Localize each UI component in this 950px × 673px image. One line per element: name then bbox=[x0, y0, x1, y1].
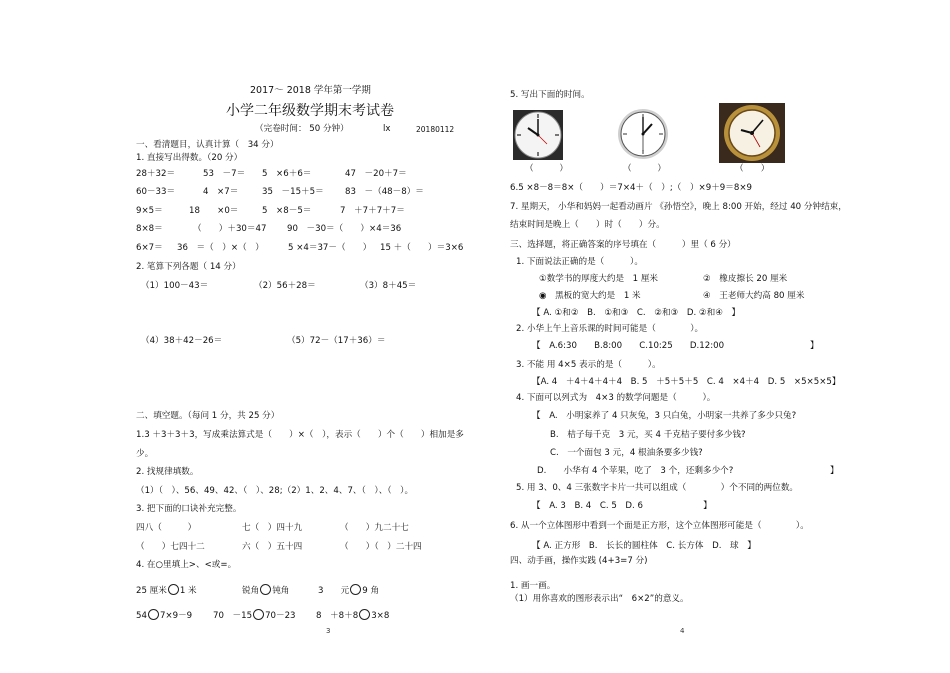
choice3-answers: 【A. 4 ＋4＋4＋4＋4 B. 5 ＋5＋5＋5 C. 4 ×4＋4 D. 5 ×5×5×5】 bbox=[532, 377, 841, 387]
compare-circle[interactable] bbox=[359, 609, 370, 620]
section3-heading: 三、选择题，将正确答案的序号填在（ ）里（ 6 分） bbox=[510, 240, 736, 250]
compare-circle[interactable] bbox=[350, 584, 361, 595]
section2-q3: 3. 把下面的口诀补充完整。 bbox=[136, 504, 242, 514]
choice1-question: 1. 下面说法正确的是（ ）。 bbox=[516, 257, 643, 267]
rhyme-r2-c1: （ ）七四十二 bbox=[136, 542, 205, 552]
section2-q4: 4. 在○里填上>、<或=。 bbox=[136, 560, 237, 570]
calc-r2-c2: 4 ×7＝ bbox=[203, 187, 239, 197]
choice4-opt-b: B. 桔子每千克 3 元，买 4 千克桔子要付多少钱? bbox=[550, 430, 746, 440]
choice1-opt2: ② 橡皮擦长 20 厘米 bbox=[703, 274, 788, 284]
clock-1 bbox=[513, 110, 563, 160]
calc-r5-c2: 36 ＝（ ）×（ ） bbox=[177, 243, 264, 253]
choice3-question: 3. 不能 用 4×5 表示的是（ ）。 bbox=[516, 360, 661, 370]
written-1: （1）100－43＝ bbox=[141, 281, 209, 291]
choice5-answers: 【 A. 3 B. 4 C. 5 D. 6 】 bbox=[532, 501, 712, 511]
calc-r4-c1: 8×8＝ bbox=[136, 224, 163, 234]
semester-line: 2017～ 2018 学年第一学期 bbox=[250, 85, 371, 96]
choice4-question: 4. 下面可以列式为 4×3 的数学问题是（ ）。 bbox=[516, 393, 716, 403]
exam-date: 20180112 bbox=[416, 125, 455, 134]
calc-r5-c1: 6×7＝ bbox=[136, 243, 163, 253]
compare-r2-1 bbox=[136, 609, 192, 622]
calc-r4-c2: （ ）＋30＝47 bbox=[193, 224, 267, 234]
written-2: （2）56＋28＝ bbox=[254, 281, 316, 291]
calc-r1-c3: 5 ×6＋6＝ bbox=[262, 169, 312, 179]
rhyme-r2-c2: 六（ ）五十四 bbox=[242, 542, 303, 552]
compare-left: 锐角 bbox=[242, 586, 260, 596]
compare-circle[interactable] bbox=[148, 609, 159, 620]
choice1-answers: 【 A. ①和② B. ①和③ C. ②和③ D. ②和④ 】 bbox=[532, 308, 741, 318]
choice6-answers: 【 A. 正方形 B. 长长的圆柱体 C. 长方体 D. 球 】 bbox=[532, 541, 756, 551]
choice4-close: 】 bbox=[830, 466, 839, 476]
calc-r4-c3: 90 －30＝（ ）×4＝36 bbox=[287, 224, 402, 234]
q6-text: 6.5 ×8－8＝8×（ ）＝7×4＋（ ）;（ ）×9＋9＝8×9 bbox=[510, 183, 753, 193]
page-number-left: 3 bbox=[326, 627, 331, 635]
calc-r1-c2: 53 －7＝ bbox=[203, 169, 246, 179]
choice4-opt-d: D. 小华有 4 个苹果，吃了 3 个，还剩多少个? bbox=[537, 466, 734, 476]
compare-r1-2 bbox=[242, 584, 289, 597]
right-page bbox=[475, 0, 950, 673]
section4-q1-sub: （1）用你喜欢的图形表示出“ 6×2”的意义。 bbox=[510, 594, 689, 604]
clock-2 bbox=[617, 108, 669, 160]
choice1-opt3: ◉ 黑板的宽大约是 1 米 bbox=[539, 291, 641, 301]
compare-left: 54 bbox=[136, 611, 147, 621]
compare-right: 70－23 bbox=[265, 611, 296, 621]
clock-3-blank[interactable]: （ ） bbox=[735, 164, 770, 174]
q7-line1: 7. 星期天， 小华和妈妈一起看动画片 《孙悟空》，晚上 8:00 开始，经过 40 分钟结束， bbox=[510, 202, 847, 212]
choice4-opt-c: C. 一个面包 3 元，4 根油条要多少钱? bbox=[550, 448, 703, 458]
section2-heading: 二、填空题。（每问 1 分，共 25 分） bbox=[136, 411, 280, 421]
page-number-right: 4 bbox=[680, 627, 685, 635]
section4-heading: 四、动手画，操作实践 (4+3=7 分) bbox=[510, 556, 648, 566]
calc-r1-c1: 28＋32＝ bbox=[136, 169, 176, 179]
calc-r3-c3: 5 ×8－5＝ bbox=[262, 206, 312, 216]
q5-heading: 5. 写出下面的时间。 bbox=[510, 90, 590, 100]
calc-r1-c4: 47 －20＋7＝ bbox=[345, 169, 407, 179]
section2-q2: 2. 找规律填数。 bbox=[136, 467, 199, 477]
calc-r3-c1: 9×5＝ bbox=[136, 206, 163, 216]
calc-r3-c4: 7 ＋7＋7＋7＝ bbox=[340, 206, 405, 216]
clock-3 bbox=[719, 103, 785, 163]
rhyme-r2-c3: （ ）（ ）二十四 bbox=[340, 542, 422, 552]
compare-left: 8 ＋8＋8 bbox=[316, 611, 359, 621]
author: lx bbox=[383, 124, 391, 134]
clock-2-blank[interactable]: （ ） bbox=[623, 164, 666, 174]
section2-q1a: 1.3 ＋3＋3＋3，写成乘法算式是（ ）×（ ），表示（ ）个（ ）相加是多 bbox=[136, 430, 464, 440]
choice1-opt1: ①数学书的厚度大约是 1 厘米 bbox=[539, 274, 659, 284]
compare-right: 钝角 bbox=[272, 586, 290, 596]
choice1-opt4: ④ 王老师大约高 80 厘米 bbox=[703, 291, 805, 301]
compare-circle[interactable] bbox=[260, 584, 271, 595]
written-4: （4）38＋42－26＝ bbox=[141, 336, 223, 346]
q7-line2: 结束时间是晚上（ ）时（ ）分。 bbox=[510, 220, 665, 230]
choice4-opt-a: 【 A. 小明家养了 4 只灰兔，3 只白兔，小明家一共养了多少只兔? bbox=[532, 411, 797, 421]
compare-r2-3 bbox=[316, 609, 389, 622]
calc-r5-c4: 15 ＋（ ）＝3×6 bbox=[380, 243, 464, 253]
section1-q1: 1. 直接写出得数。（20 分） bbox=[136, 153, 243, 163]
calc-r3-c2: 18 ×0＝ bbox=[189, 206, 239, 216]
calc-r2-c4: 83 －（48－8）＝ bbox=[345, 187, 424, 197]
compare-right: 1 米 bbox=[179, 586, 197, 596]
written-3: （3）8＋45＝ bbox=[360, 281, 417, 291]
choice2-answers: 【 A.6:30 B.8:00 C.10:25 D.12:00 】 bbox=[532, 341, 819, 351]
choice6-question: 6. 从一个立体图形中看到一个面是正方形，这个立体图形可能是（ ）。 bbox=[510, 521, 809, 531]
rhyme-r1-c3: （ ）九二十七 bbox=[340, 523, 409, 533]
compare-left: 3 元 bbox=[318, 586, 350, 596]
section1-heading: 一、看清题目，认真计算（ 34 分） bbox=[136, 140, 279, 150]
calc-r2-c1: 60－33＝ bbox=[136, 187, 176, 197]
section2-q1b: 少。 bbox=[136, 449, 154, 459]
calc-r2-c3: 35 －15＋5＝ bbox=[262, 187, 324, 197]
compare-r1-3 bbox=[318, 584, 379, 597]
exam-title: 小学二年级数学期末考试卷 bbox=[226, 103, 394, 119]
time-note: （完卷时间： 50 分钟） bbox=[255, 124, 349, 134]
choice5-question: 5. 用 3、0、4 三张数字卡片一共可以组成（ ）个不同的两位数。 bbox=[516, 483, 799, 493]
section4-q1: 1. 画一画。 bbox=[510, 581, 556, 591]
compare-right: 7×9－9 bbox=[159, 611, 193, 621]
compare-circle[interactable] bbox=[253, 609, 264, 620]
compare-r2-2 bbox=[213, 609, 296, 622]
compare-left: 25 厘米 bbox=[136, 586, 167, 596]
compare-right: 9 角 bbox=[362, 586, 380, 596]
compare-left: 70 －15 bbox=[213, 611, 253, 621]
rhyme-r1-c2: 七（ ）四十九 bbox=[242, 523, 303, 533]
clock-1-blank[interactable]: （ ） bbox=[525, 164, 568, 174]
section1-q2: 2. 笔算下列各题（ 14 分） bbox=[136, 262, 241, 272]
compare-right: 3×8 bbox=[371, 611, 390, 621]
rhyme-r1-c1: 四八（ ） bbox=[136, 523, 197, 533]
choice2-question: 2. 小华上午上音乐课的时间可能是（ ）。 bbox=[516, 324, 704, 334]
calc-r5-c3: 5 ×4＝37－（ ） bbox=[288, 243, 372, 253]
compare-r1-1 bbox=[136, 584, 197, 597]
compare-circle[interactable] bbox=[168, 584, 179, 595]
section2-q2-content: （1）（ ）、56、49、42、（ ）、28;（2）1、2、4、7、（ ）、（ ）。 bbox=[136, 486, 414, 496]
written-5: （5）72－（17＋36）＝ bbox=[287, 336, 386, 346]
